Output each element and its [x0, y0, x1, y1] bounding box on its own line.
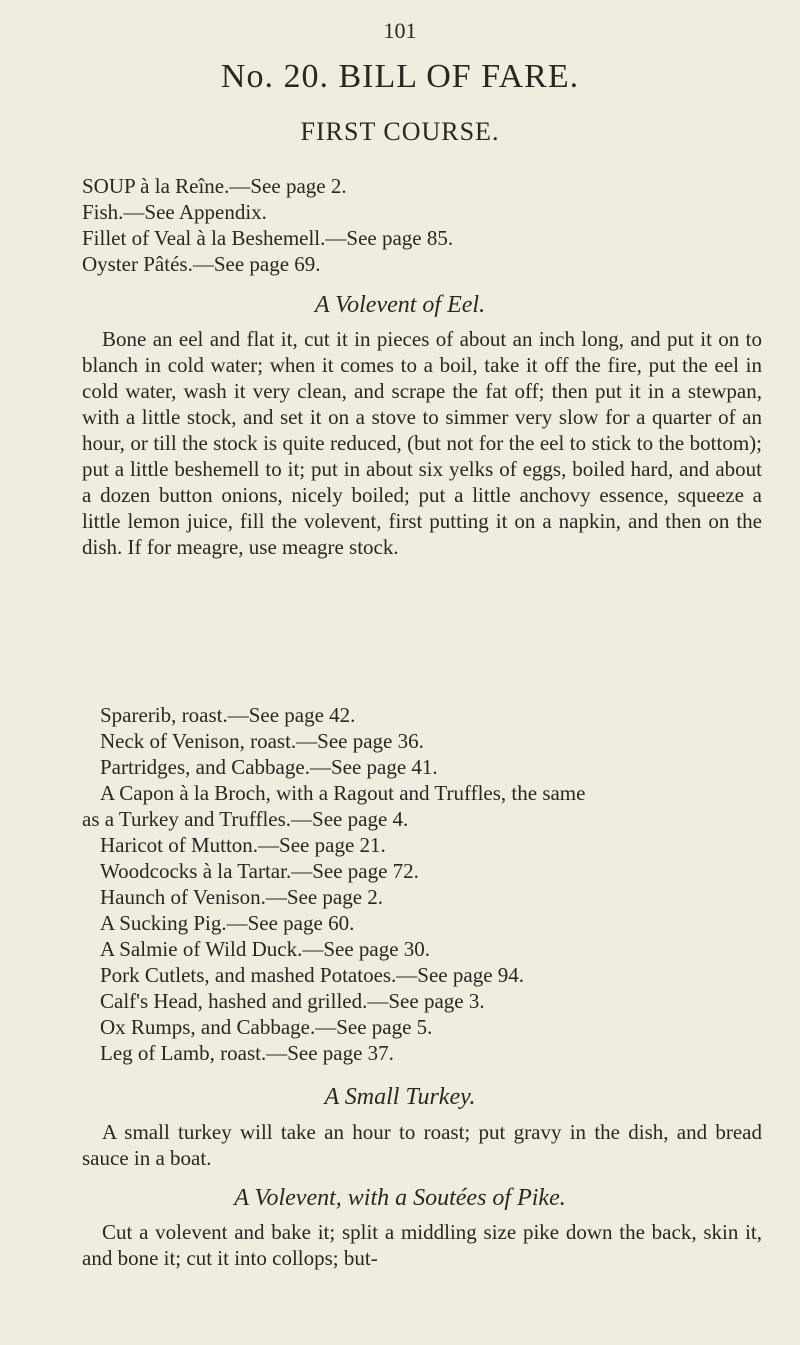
menu-item: Oyster Pâtés.—See page 69. — [82, 252, 321, 276]
recipe-text-pike — [82, 1219, 762, 1271]
menu-item: Sparerib, roast.—See page 42. — [100, 703, 356, 727]
menu-item: Calf's Head, hashed and grilled.—See page 3. — [100, 989, 485, 1013]
menu-item: Leg of Lamb, roast.—See page 37. — [100, 1041, 394, 1065]
menu-item: as a Turkey and Truffles.—See page 4. — [82, 807, 409, 831]
menu-item: A Salmie of Wild Duck.—See page 30. — [100, 937, 431, 961]
menu-item: Ox Rumps, and Cabbage.—See page 5. — [100, 1015, 433, 1039]
recipe-body-eel: Bone an eel and flat it, cut it in pieces of about an inch long, and put it on to blanch in cold water; when it comes to a boil, take it off the fire, put the eel in cold water, wash it very clean, and scrape the fat off; then put it in a stewpan, with a little stock, and set it on a stove to simmer very slow for a quarter of an hour, or till the stock is quite reduced, (but not for the eel to stick to the bottom); put a little beshemell to it; put in about six yelks of eggs, boiled hard, and about a dozen button onions, nicely boiled; put a little anchovy essence, squeeze a little lemon juice, fill the volevent, first putting it on a napkin, and then on the dish. If for meagre, use meagre stock. — [82, 327, 762, 559]
course-heading: FIRST COURSE. — [300, 117, 500, 146]
menu-item: Fish.—See Appendix. — [82, 200, 267, 224]
menu-item: SOUP à la Reîne.—See page 2. — [82, 174, 347, 198]
menu-item: Haricot of Mutton.—See page 21. — [100, 833, 386, 857]
recipe-heading-eel: A Volevent of Eel. — [314, 292, 486, 318]
recipe-heading-pike: A Volevent, with a Soutées of Pike. — [234, 1185, 566, 1211]
recipe-body-turkey: A small turkey will take an hour to roast; put gravy in the dish, and bread sauce in a boat. — [82, 1120, 762, 1170]
menu-item: A Capon à la Broch, with a Ragout and Truffles, the same — [100, 781, 586, 805]
page-number: 101 — [383, 18, 417, 43]
menu-item: Haunch of Venison.—See page 2. — [100, 885, 384, 909]
recipe-heading-turkey: A Small Turkey. — [324, 1084, 476, 1110]
recipe-text-turkey — [82, 1119, 762, 1171]
menu-item: Pork Cutlets, and mashed Potatoes.—See page 94. — [100, 963, 525, 987]
bill-title: No. 20. BILL OF FARE. — [220, 58, 580, 95]
menu-item: Partridges, and Cabbage.—See page 41. — [100, 755, 438, 779]
menu-item: A Sucking Pig.—See page 60. — [100, 911, 355, 935]
recipe-body-pike: Cut a volevent and bake it; split a middling size pike down the back, skin it, and bone it; cut it into collops; but- — [82, 1220, 762, 1270]
menu-item: Fillet of Veal à la Beshemell.—See page 85. — [82, 226, 454, 250]
menu-item: Neck of Venison, roast.—See page 36. — [100, 729, 424, 753]
menu-item: Woodcocks à la Tartar.—See page 72. — [100, 859, 419, 883]
recipe-text-eel — [82, 326, 762, 560]
